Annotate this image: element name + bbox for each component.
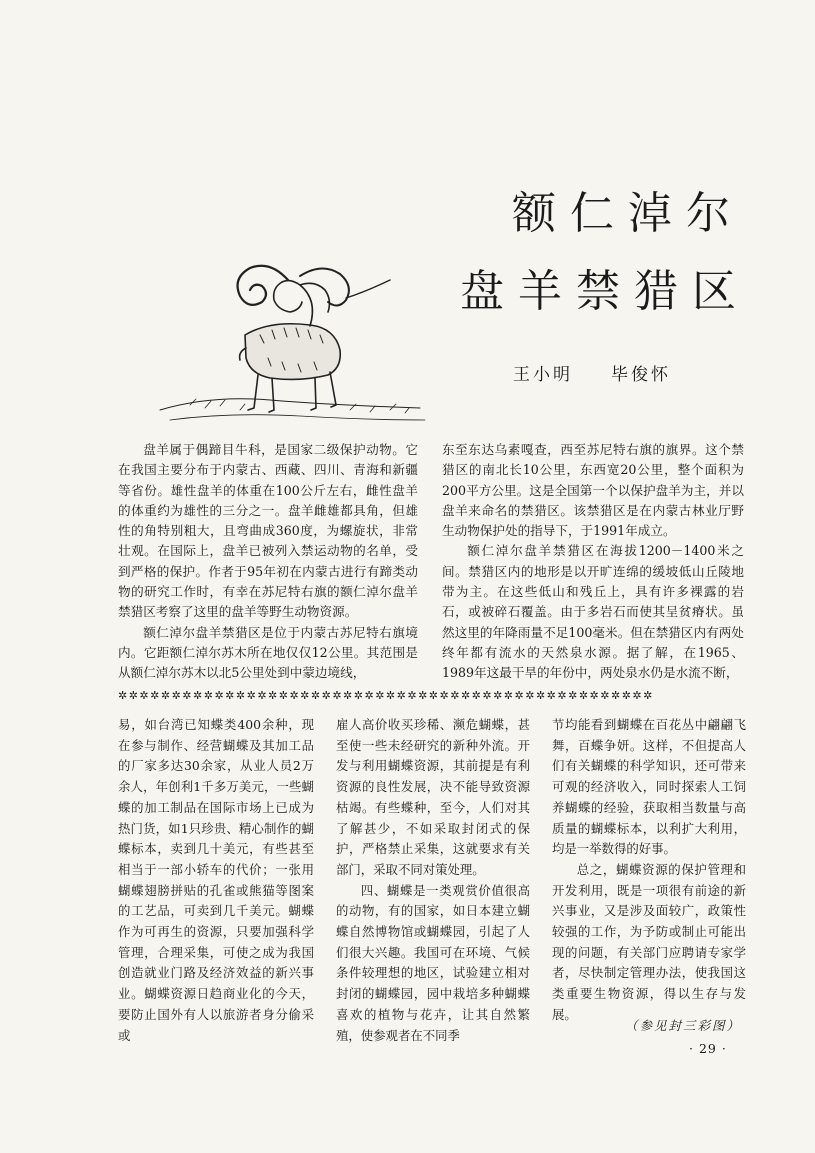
butterfly-column-2 <box>336 715 530 1046</box>
page-number: · 29 · <box>689 1041 727 1056</box>
article-column-left <box>118 440 418 684</box>
paragraph: 雇人高价收买珍稀、濒危蝴蝶，甚至使一些未经研究的新种外流。开发与利用蝴蝶资源，其前提是有利资源的良性发展，决不能导致资源枯竭。有些蝶种，至今，人们对其了解甚少，不如采取封闭式的保护，严格禁止采集，这就要求有关部门，采取不同对策处理。 <box>336 717 530 877</box>
butterfly-column-1 <box>118 715 314 1046</box>
article-authors <box>513 360 671 385</box>
article-column-right <box>442 440 744 684</box>
color-plate-reference: （参见封三彩图） <box>625 1018 742 1033</box>
paragraph: 额仁淖尔盘羊禁猎区是位于内蒙古苏尼特右旗境内。它距额仁淖尔苏木所在地仅仅12公里。其范围是从额仁淖尔苏木以北5公里处到中蒙边境线， <box>118 624 418 681</box>
paragraph: 总之，蝴蝶资源的保护管理和开发利用，既是一项很有前途的新兴事业，又是涉及面较广，政策性较强的工作，为予防或制止可能出现的问题，有关部门应聘请专家学者，尽快制定管理办法，使我国这类重要生物资源，得以生存与发展。 <box>552 861 746 1022</box>
paragraph: 盘羊属于偶蹄目牛科，是国家二级保护动物。它在我国主要分布于内蒙古、西藏、四川、青海和新疆等省份。雄性盘羊的体重在100公斤左右，雌性盘羊的体重约为雄性的三分之一。盘羊雌雄都具角，但雄性的角特别粗大，且弯曲成360度，为螺旋状，非常壮观。在国际上，盘羊已被列入禁运动物的名单，受到严格的保护。作者于95年初在内蒙古进行有蹄类动物的研究工作时，有幸在苏尼特右旗的额仁淖尔盘羊禁猎区考察了这里的盘羊等野生动物资源。 <box>118 442 418 620</box>
paragraph: 易，如台湾已知蝶类400余种，现在参与制作、经营蝴蝶及其加工品的厂家多达30余家，从业人员2万余人，年创利1千多万美元，一些蝴蝶的加工制品在国际市场上已成为热门货，如1只珍贵、精心制作的蝴蝶标本，卖到几十美元，有些甚至相当于一部小轿车的代价；一张用蝴蝶翅膀拼贴的孔雀或熊猫等图案的工艺品，可卖到几千美元。蝴蝶作为可再生的资源，只要加强科学管理，合理采集，可使之成为我国创造就业门路及经济效益的新兴事业。蝴蝶资源日趋商业化的今天，要防止国外有人以旅游者身分偷采或 <box>118 717 314 1043</box>
butterfly-column-3 <box>552 715 746 1026</box>
section-separator: ✲✲✲✲✲✲✲✲✲✲✲✲✲✲✲✲✲✲✲✲✲✲✲✲✲✲✲✲✲✲✲✲✲✲✲✲✲✲✲✲✲✲✲✲✲✲✲✲✲✲ <box>118 689 654 702</box>
author-name: 王小明 <box>513 365 573 385</box>
paragraph: 东至东达乌素嘎查，西至苏尼特右旗的旗界。这个禁猎区的南北长10公里，东西宽20公里，整个面积为200平方公里。这是全国第一个以保护盘羊为主，并以盘羊来命名的禁猎区。该禁猎区是在内蒙古林业厅野生动物保护处的指导下，于1991年成立。 <box>442 442 744 539</box>
paragraph: 额仁淖尔盘羊禁猎区在海拔1200－1400米之间。禁猎区内的地形是以开旷连绵的缓坡低山丘陵地带为主。在这些低山和残丘上，具有许多裸露的岩石，或被碎石覆盖。由于多岩石而使其呈贫瘠状。虽然这里的年降雨量不足100毫米。但在禁猎区内有两处终年都有流水的天然泉水源。据了解，在1965、1989年这最干旱的年份中，两处泉水仍是水流不断， <box>442 543 744 681</box>
paragraph: 四、蝴蝶是一类观赏价值很高的动物，有的国家，如日本建立蝴蝶自然博物馆或蝴蝶园，引起了人们很大兴趣。我国可在环境、气候条件较理想的地区，试验建立相对封闭的蝴蝶园，园中栽培多种蝴蝶喜欢的植物与花卉，让其自然繁殖，使参观者在不同季 <box>336 882 530 1043</box>
article-title-line1: 额仁淖尔 <box>512 188 744 239</box>
author-name: 毕俊怀 <box>611 365 671 385</box>
paragraph: 节均能看到蝴蝶在百花丛中翩翩飞舞，百蝶争妍。这样，不但提高人们有关蝴蝶的科学知识，还可带来可观的经济收入，同时探索人工饲养蝴蝶的经验，获取相当数量与高质量的蝴蝶标本，以利扩大利用，均是一举数得的好事。 <box>552 717 746 857</box>
argali-sheep-illustration <box>150 240 430 440</box>
article-title-line2: 盘羊禁猎区 <box>460 266 750 317</box>
